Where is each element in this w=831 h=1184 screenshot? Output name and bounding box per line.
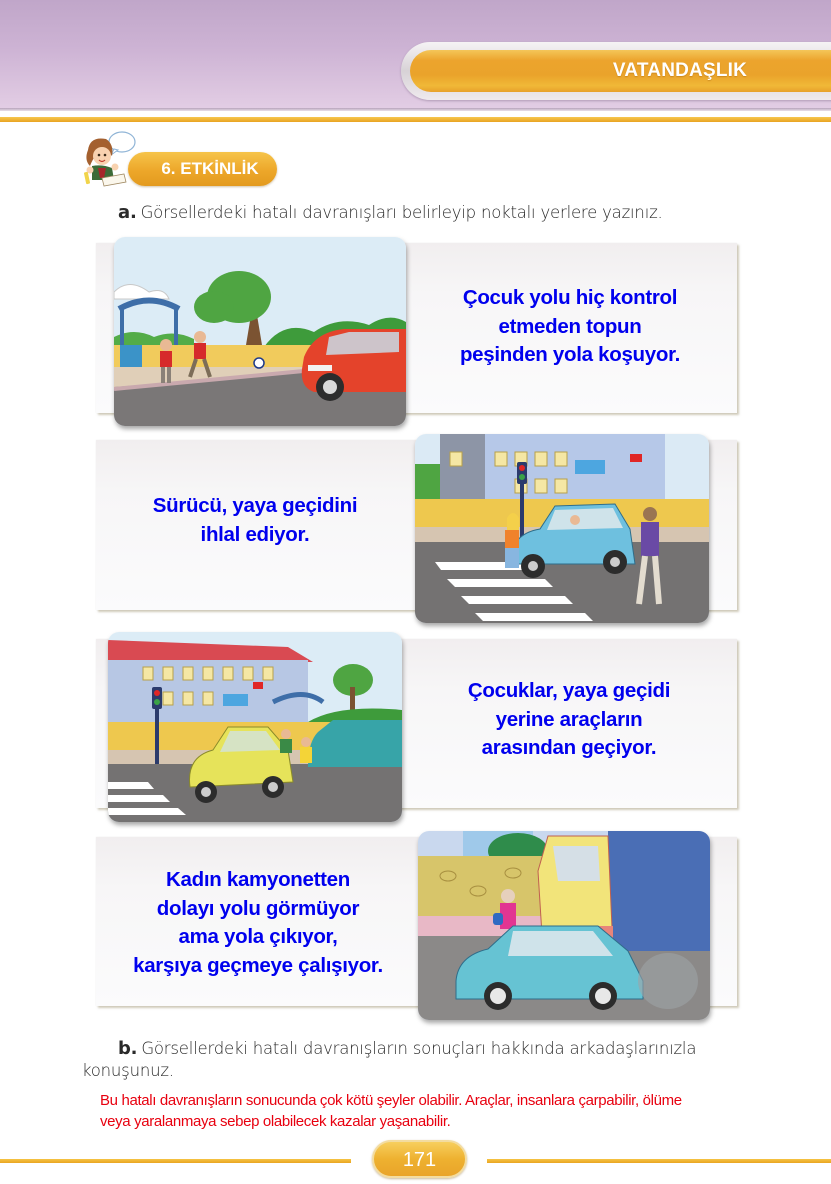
- answer-line: peşinden yola koşuyor.: [459, 343, 681, 366]
- answer-text-2: [100, 492, 410, 549]
- question-a-text: Görsellerdeki hatalı davranışları belirleyip noktalı yerlere yazınız.: [140, 203, 663, 222]
- answer-b-line2: veya yaralanmaya sebep olabilecek kazalar yaşanabilir.: [100, 1113, 451, 1130]
- answer-text-3: [414, 677, 724, 763]
- activity-title: 6. ETKİNLİK: [161, 159, 259, 178]
- page-number: 171: [402, 1149, 437, 1171]
- section-title: VATANDAŞLIK: [612, 60, 748, 81]
- footer-line-right: [487, 1159, 831, 1163]
- question-a: [118, 202, 663, 223]
- answer-line: etmeden topun: [498, 314, 642, 338]
- scene-image-child-chasing-ball: [114, 237, 406, 426]
- answer-line: Kadın kamyonetten: [166, 868, 350, 891]
- handwritten-answer-b: [100, 1090, 820, 1132]
- question-b-letter: b.: [118, 1038, 138, 1059]
- header-accent-line: [0, 117, 831, 122]
- header-divider: [0, 108, 831, 111]
- answer-line: Çocuklar, yaya geçidi: [467, 679, 671, 702]
- answer-b-line1: Bu hatalı davranışların sonucunda çok kötü şeyler olabilir. Araçlar, insanlara çarpabilir, ölüme: [100, 1092, 682, 1109]
- scene-image-woman-behind-truck: [418, 831, 710, 1020]
- answer-line: arasından geçiyor.: [481, 736, 657, 759]
- answer-line: dolayı yolu görmüyor: [156, 896, 360, 920]
- answer-text-4: [100, 866, 416, 980]
- question-b-text-line2: konuşunuz.: [82, 1061, 174, 1080]
- girl-mascot-icon: [78, 130, 138, 190]
- answer-line: ama yola çıkıyor,: [178, 925, 338, 948]
- question-b: [82, 1038, 802, 1082]
- answer-line: karşıya geçmeye çalışıyor.: [133, 953, 383, 977]
- answer-line: Sürücü, yaya geçidini: [152, 494, 358, 517]
- scene-image-children-between-cars: [108, 632, 402, 822]
- answer-line: Çocuk yolu hiç kontrol: [462, 286, 678, 309]
- scene-image-car-on-crosswalk: [415, 434, 709, 623]
- footer-line-left: [0, 1159, 351, 1163]
- question-a-letter: a.: [118, 202, 137, 223]
- question-b-text-line1: Görsellerdeki hatalı davranışların sonuçları hakkında arkadaşlarınızla: [141, 1039, 697, 1058]
- answer-line: ihlal ediyor.: [200, 522, 310, 546]
- answer-line: yerine araçların: [495, 707, 643, 731]
- answer-text-1: [420, 284, 720, 370]
